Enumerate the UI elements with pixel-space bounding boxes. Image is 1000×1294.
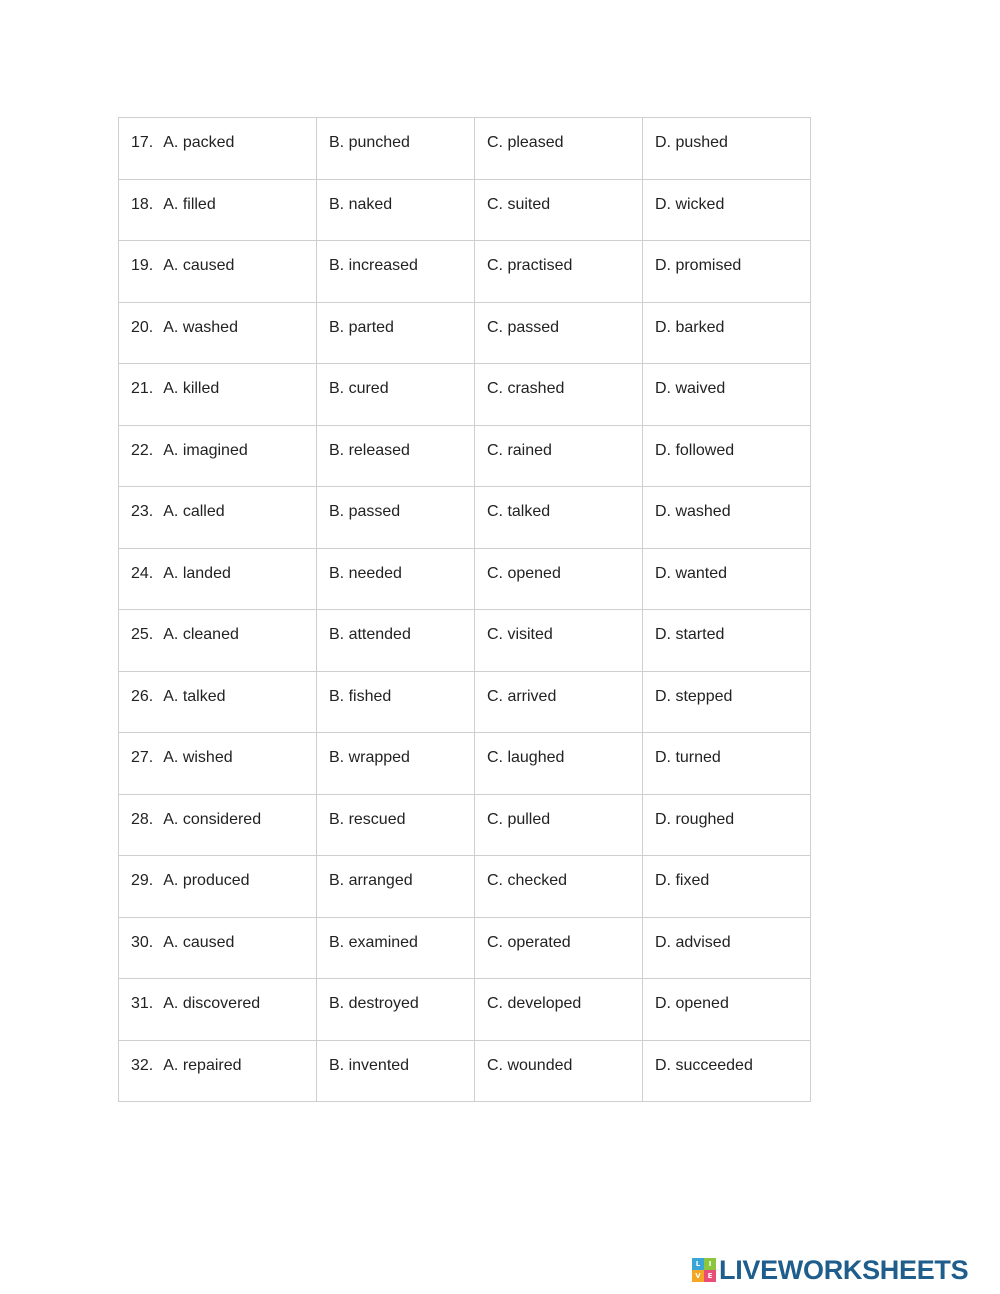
option-cell-a [119,610,317,672]
option-b-label: B. released [329,441,410,459]
option-c-label: C. laughed [487,749,565,766]
option-d-label: D. opened [655,995,729,1012]
question-number: 30. [131,933,154,951]
question-number: 29. [131,872,154,889]
option-text: A. killed [163,380,220,397]
question-number: 18. [131,195,154,213]
option-cell-d [643,118,811,180]
option-cell-c [475,425,643,487]
liveworksheets-logo [692,1255,968,1285]
option-c-label: C. opened [487,564,561,582]
table-row [119,302,811,364]
question-number: 27. [131,749,154,766]
table-row [119,364,811,426]
option-c-label: C. operated [487,933,571,951]
option-cell-c [475,179,643,241]
option-cell-c [475,118,643,180]
option-a-label [131,118,234,151]
option-cell-b [317,302,475,364]
option-d-label: D. advised [655,933,731,951]
option-c-label: C. checked [487,872,568,889]
option-cell-d [643,979,811,1041]
option-text: A. caused [163,257,235,274]
option-c-label: C. passed [487,318,560,336]
option-cell-b [317,241,475,303]
option-b-label: B. needed [329,564,402,582]
table-row [119,179,811,241]
option-b-label: B. arranged [329,872,413,889]
option-c-label: C. practised [487,257,573,274]
option-cell-d [643,856,811,918]
option-d-label: D. followed [655,441,735,459]
option-c-label: C. crashed [487,380,565,397]
option-b-label: B. increased [329,257,418,274]
option-cell-c [475,487,643,549]
option-cell-b [317,610,475,672]
option-d-label: D. promised [655,257,742,274]
question-number: 22. [131,441,154,459]
option-cell-a [119,425,317,487]
option-cell-b [317,671,475,733]
option-cell-a [119,241,317,303]
table-row [119,425,811,487]
option-cell-d [643,1040,811,1102]
option-b-label: B. parted [329,318,394,336]
table-row [119,241,811,303]
option-a-label [131,426,248,459]
option-a-label [131,610,239,643]
option-text: A. discovered [163,995,261,1012]
option-cell-b [317,794,475,856]
option-b-label: B. passed [329,503,401,520]
option-cell-a [119,856,317,918]
option-cell-c [475,548,643,610]
option-b-label: B. cured [329,380,389,397]
option-cell-d [643,241,811,303]
table-row [119,979,811,1041]
option-a-label [131,303,238,336]
option-b-label: B. wrapped [329,749,410,766]
option-cell-a [119,1040,317,1102]
option-d-label: D. started [655,626,725,643]
option-a-label [131,487,225,520]
table-row [119,733,811,795]
option-a-label [131,733,233,766]
logo-tile-e: E [704,1270,716,1282]
liveworksheets-logo-text: LIVEWORKSHEETS [719,1254,969,1285]
option-c-label: C. suited [487,195,551,213]
option-d-label: D. turned [655,749,721,766]
option-a-label [131,979,260,1012]
option-cell-b [317,364,475,426]
option-a-label [131,1041,242,1074]
option-text: A. filled [163,195,216,213]
question-table-body [119,118,811,1102]
option-b-label: B. examined [329,933,418,951]
option-text: A. called [163,503,225,520]
option-cell-c [475,856,643,918]
option-a-label [131,795,261,828]
table-row [119,610,811,672]
option-cell-b [317,979,475,1041]
option-cell-b [317,425,475,487]
option-b-label: B. naked [329,195,393,213]
option-cell-a [119,548,317,610]
option-cell-a [119,302,317,364]
option-a-label [131,918,234,951]
option-cell-c [475,671,643,733]
question-number: 17. [131,134,154,151]
option-cell-d [643,302,811,364]
option-d-label: D. stepped [655,687,733,705]
option-cell-b [317,1040,475,1102]
option-d-label: D. waived [655,380,726,397]
option-cell-d [643,548,811,610]
question-number: 32. [131,1056,154,1074]
table-row [119,1040,811,1102]
question-number: 28. [131,810,154,828]
option-cell-b [317,179,475,241]
table-row [119,548,811,610]
option-b-label: B. attended [329,626,411,643]
option-a-label [131,241,234,274]
option-d-label: D. fixed [655,872,710,889]
option-text: A. packed [163,134,235,151]
option-text: A. caused [163,933,235,951]
option-d-label: D. washed [655,503,731,520]
option-c-label: C. arrived [487,687,557,705]
option-cell-b [317,856,475,918]
liveworksheets-logo-icon [692,1258,716,1282]
option-cell-a [119,917,317,979]
option-cell-d [643,794,811,856]
option-cell-a [119,733,317,795]
option-d-label: D. wicked [655,195,725,213]
option-text: A. landed [163,564,231,582]
option-text: A. cleaned [163,626,239,643]
option-cell-d [643,917,811,979]
table-row [119,671,811,733]
table-row [119,794,811,856]
option-cell-c [475,302,643,364]
question-number: 31. [131,995,154,1012]
option-c-label: C. developed [487,995,582,1012]
option-text: A. produced [163,872,250,889]
option-a-label [131,856,250,889]
option-d-label: D. succeeded [655,1056,753,1074]
logo-tile-l: L [692,1258,704,1270]
table-row [119,487,811,549]
option-c-label: C. rained [487,441,552,459]
option-c-label: C. pleased [487,134,564,151]
option-c-label: C. pulled [487,810,551,828]
option-text: A. wished [163,749,233,766]
option-d-label: D. barked [655,318,725,336]
option-cell-d [643,425,811,487]
option-a-label [131,364,219,397]
option-cell-b [317,917,475,979]
option-text: A. considered [163,810,262,828]
option-d-label: D. wanted [655,564,728,582]
option-cell-a [119,487,317,549]
option-b-label: B. rescued [329,810,406,828]
option-cell-d [643,487,811,549]
question-number: 24. [131,564,154,582]
option-cell-c [475,794,643,856]
option-a-label [131,672,226,705]
option-cell-c [475,979,643,1041]
option-cell-c [475,610,643,672]
logo-tile-i: I [704,1258,716,1270]
option-b-label: B. invented [329,1056,410,1074]
option-text: A. talked [163,687,226,705]
question-number: 21. [131,380,154,397]
option-cell-d [643,610,811,672]
option-cell-c [475,364,643,426]
option-text: A. washed [163,318,238,336]
table-row [119,917,811,979]
option-c-label: C. wounded [487,1056,573,1074]
option-b-label: B. fished [329,687,392,705]
option-d-label: D. roughed [655,810,735,828]
option-text: A. repaired [163,1056,242,1074]
option-c-label: C. talked [487,503,551,520]
option-b-label: B. destroyed [329,995,419,1012]
question-number: 25. [131,626,154,643]
option-cell-d [643,733,811,795]
option-cell-a [119,118,317,180]
table-row [119,118,811,180]
option-cell-b [317,487,475,549]
option-cell-d [643,364,811,426]
logo-tile-v: V [692,1270,704,1282]
table-row [119,856,811,918]
option-a-label [131,549,231,582]
option-cell-d [643,179,811,241]
option-cell-a [119,671,317,733]
option-text: A. imagined [163,441,248,459]
option-b-label: B. punched [329,134,410,151]
question-number: 19. [131,257,154,274]
option-cell-b [317,118,475,180]
option-cell-d [643,671,811,733]
question-number: 20. [131,318,154,336]
option-cell-b [317,733,475,795]
option-cell-c [475,241,643,303]
option-cell-a [119,794,317,856]
option-d-label: D. pushed [655,134,728,151]
question-table [118,117,811,1102]
option-cell-c [475,733,643,795]
option-cell-a [119,979,317,1041]
option-cell-a [119,364,317,426]
question-number: 23. [131,503,154,520]
option-cell-b [317,548,475,610]
question-number: 26. [131,687,154,705]
option-cell-a [119,179,317,241]
option-c-label: C. visited [487,626,553,643]
option-cell-c [475,1040,643,1102]
option-cell-c [475,917,643,979]
option-a-label [131,180,216,213]
